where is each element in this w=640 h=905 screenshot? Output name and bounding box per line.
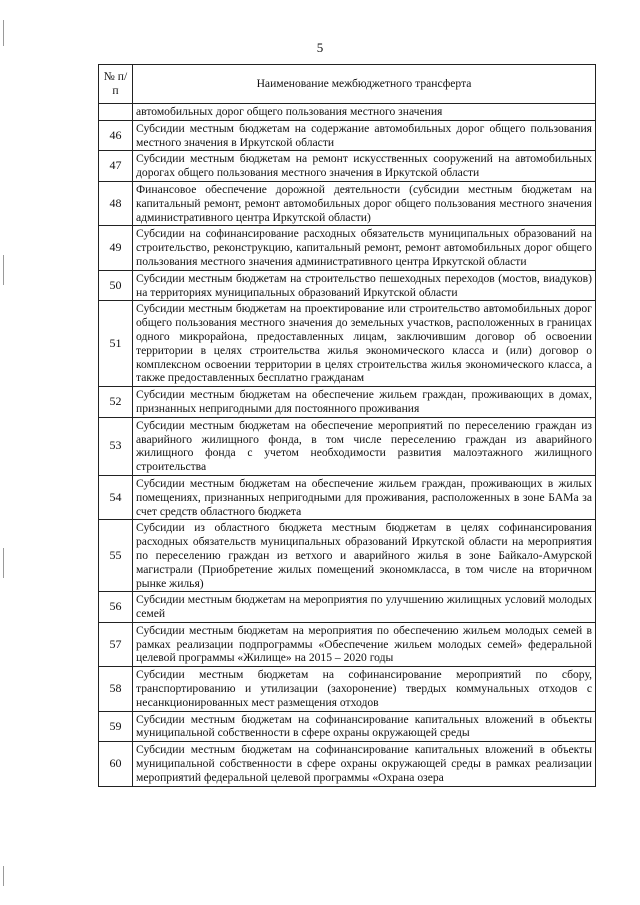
table-row (99, 742, 596, 786)
transfer-name: Субсидии местным бюджетам на ремонт искусственных сооружений на автомобильных дорогах общего пользования местного значения в Иркутской области (133, 151, 596, 182)
table-row (99, 181, 596, 225)
table-row (99, 301, 596, 387)
table-row (99, 667, 596, 711)
row-number: 56 (99, 592, 133, 623)
row-number: 60 (99, 742, 133, 786)
page-number: 5 (316, 40, 324, 55)
transfer-name: Субсидии местным бюджетам на софинансирование мероприятий по сбору, транспортированию и утилизации (захоронение) твердых коммунальных отходов с несанкционированных мест размещения отходов (133, 667, 596, 711)
row-number: 52 (99, 387, 133, 418)
transfers-table (98, 64, 596, 787)
transfer-name: Субсидии местным бюджетам на обеспечение мероприятий по переселению граждан из аварийного жилищного фонда, в том числе переселению граждан из аварийного жилищного фонда с учетом необходимости развития малоэтажного жилищного строительства (133, 417, 596, 475)
continuation-text: автомобильных дорог общего пользования местного значения (133, 104, 596, 121)
row-number: 58 (99, 667, 133, 711)
row-number: 48 (99, 181, 133, 225)
row-number: 53 (99, 417, 133, 475)
table-row (99, 151, 596, 182)
table-row (99, 270, 596, 301)
transfer-name: Субсидии местным бюджетам на софинансирование капитальных вложений в объекты муниципальной собственности в сфере охраны окружающей среды в рамках реализации мероприятий федеральной целевой программы «Охрана озера (133, 742, 596, 786)
transfer-name: Субсидии из областного бюджета местным бюджетам в целях софинансирования расходных обязательств муниципальных образований Иркутской области на мероприятия по переселению граждан из ветхого и аварийного жилья в зоне Байкало-Амурской магистрали (Приобретение жилых помещений экономкласса, в том числе на вторичном рынке жилья) (133, 520, 596, 592)
transfer-name: Субсидии местным бюджетам на проектирование или строительство автомобильных дорог общего пользования местного значения до земельных участков, расположенных в границах одного микрорайона, предоставленных лицам, заключившим договор об освоении территории в целях строительства жилья экономического класса и (или) договор о комплексном освоении территории в целях строительства жилья экономического класса, а также предоставленных бесплатно гражданам (133, 301, 596, 387)
table-row (99, 120, 596, 151)
row-number: 47 (99, 151, 133, 182)
row-number: 54 (99, 475, 133, 519)
binding-mark (3, 255, 4, 285)
transfer-name: Субсидии местным бюджетам на обеспечение жильем граждан, проживающих в жилых помещениях, признанных непригодными для проживания, расположенных в зоне БАМа за счет средств областного бюджета (133, 475, 596, 519)
binding-mark (3, 866, 4, 886)
table-row (99, 226, 596, 270)
table-row (99, 592, 596, 623)
table-row (99, 622, 596, 666)
table-row (99, 387, 596, 418)
row-number: 51 (99, 301, 133, 387)
column-header-num: № п/п (99, 65, 133, 104)
table-row (99, 520, 596, 592)
table-row (99, 711, 596, 742)
transfer-name: Субсидии местным бюджетам на обеспечение жильем граждан, проживающих в домах, признанных непригодными для постоянного проживания (133, 387, 596, 418)
column-header-name: Наименование межбюджетного трансферта (133, 65, 596, 104)
transfer-name: Финансовое обеспечение дорожной деятельности (субсидии местным бюджетам на капитальный ремонт, ремонт автомобильных дорог общего пользования местного значения административного центра Иркутской области) (133, 181, 596, 225)
row-number: 46 (99, 120, 133, 151)
continuation-row (99, 104, 596, 121)
transfer-name: Субсидии местным бюджетам на мероприятия по обеспечению жильем молодых семей в рамках реализации подпрограммы «Обеспечение жильем молодых семей» федеральной целевой программы «Жилище» на 2015 – 2020 годы (133, 622, 596, 666)
transfer-name: Субсидии местным бюджетам на софинансирование капитальных вложений в объекты муниципальной собственности в сфере охраны окружающей среды (133, 711, 596, 742)
row-number: 57 (99, 622, 133, 666)
transfer-name: Субсидии местным бюджетам на строительство пешеходных переходов (мостов, виадуков) на территориях муниципальных образований Иркутской области (133, 270, 596, 301)
continuation-num-cell (99, 104, 133, 121)
table-row (99, 475, 596, 519)
row-number: 55 (99, 520, 133, 592)
transfer-name: Субсидии на софинансирование расходных обязательств муниципальных образований на строительство, реконструкцию, капитальный ремонт, ремонт автомобильных дорог общего пользования местного значения административного центра Иркутской области (133, 226, 596, 270)
binding-mark (3, 548, 4, 578)
transfer-name: Субсидии местным бюджетам на содержание автомобильных дорог общего пользования местного значения в Иркутской области (133, 120, 596, 151)
table-header-row (99, 65, 596, 104)
transfer-name: Субсидии местным бюджетам на мероприятия по улучшению жилищных условий молодых семей (133, 592, 596, 623)
table-row (99, 417, 596, 475)
row-number: 49 (99, 226, 133, 270)
row-number: 59 (99, 711, 133, 742)
row-number: 50 (99, 270, 133, 301)
